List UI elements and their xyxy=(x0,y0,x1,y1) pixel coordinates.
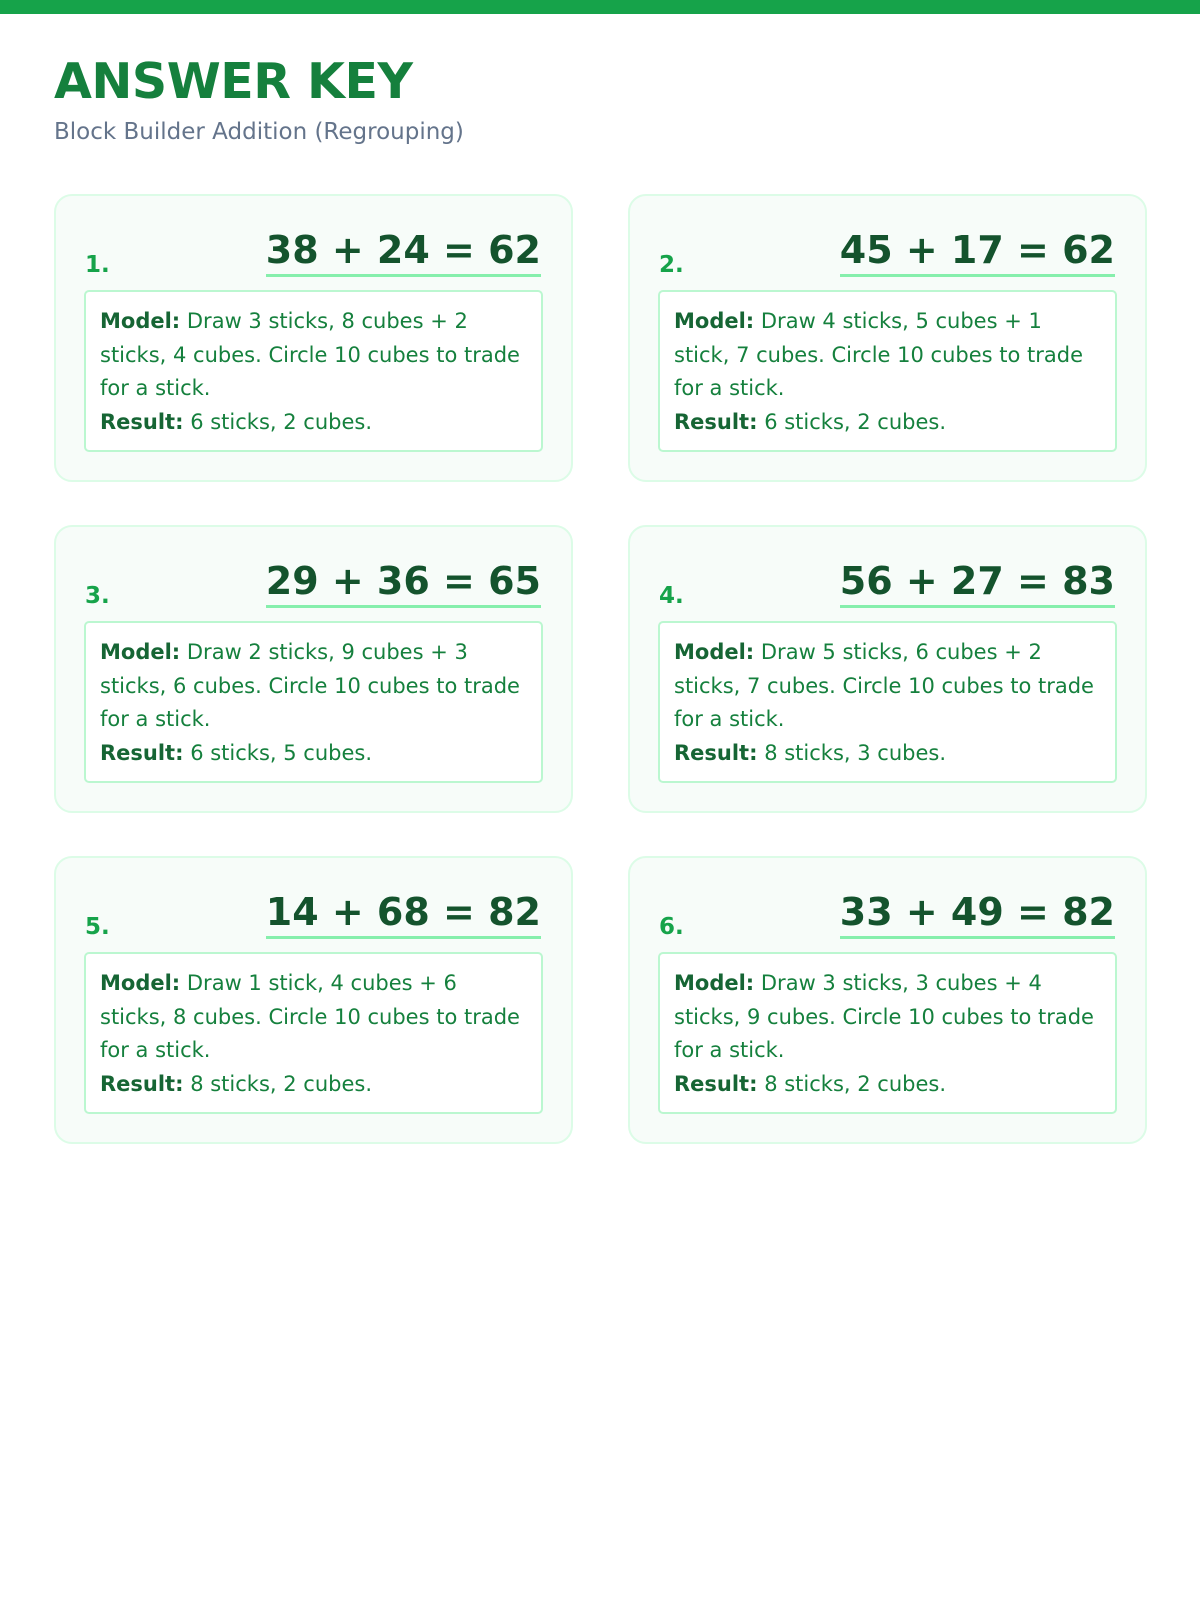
answer-box xyxy=(658,290,1117,452)
model-text: Draw 3 sticks, 8 cubes + 2 sticks, 4 cubes. Circle 10 cubes to trade for a stick. xyxy=(100,309,520,400)
problem-card-1 xyxy=(54,194,573,482)
result-label: Result: xyxy=(674,1071,758,1096)
problem-header xyxy=(84,224,543,284)
problem-equation: 29 + 36 = 65 xyxy=(266,559,541,608)
top-accent-bar xyxy=(0,0,1200,14)
result-label: Result: xyxy=(674,409,758,434)
model-label: Model: xyxy=(100,640,181,664)
answer-box xyxy=(84,290,543,452)
problem-equation: 14 + 68 = 82 xyxy=(266,890,541,939)
problem-card-4 xyxy=(628,525,1147,813)
page-title: ANSWER KEY xyxy=(54,53,413,110)
answer-box xyxy=(84,952,543,1114)
model-label: Model: xyxy=(100,309,181,333)
model-label: Model: xyxy=(674,971,755,995)
model-text: Draw 4 sticks, 5 cubes + 1 stick, 7 cubes. Circle 10 cubes to trade for a stick. xyxy=(674,309,1084,400)
problem-number: 1. xyxy=(85,252,110,278)
problem-equation: 45 + 17 = 62 xyxy=(840,228,1115,277)
problem-header xyxy=(658,886,1117,946)
problem-grid xyxy=(54,194,1147,1144)
result-text: 8 sticks, 2 cubes. xyxy=(190,1071,372,1096)
model-label: Model: xyxy=(674,309,755,333)
problem-number: 2. xyxy=(659,252,684,278)
result-label: Result: xyxy=(100,1071,184,1096)
result-text: 6 sticks, 2 cubes. xyxy=(764,409,946,434)
result-text: 8 sticks, 2 cubes. xyxy=(764,1071,946,1096)
result-label: Result: xyxy=(100,409,184,434)
problem-header xyxy=(84,886,543,946)
problem-card-5 xyxy=(54,856,573,1144)
problem-header xyxy=(84,555,543,615)
result-label: Result: xyxy=(674,740,758,765)
answer-box xyxy=(84,621,543,783)
answer-box xyxy=(658,621,1117,783)
problem-number: 5. xyxy=(85,914,110,940)
problem-equation: 33 + 49 = 82 xyxy=(840,890,1115,939)
problem-equation: 56 + 27 = 83 xyxy=(840,559,1115,608)
problem-header xyxy=(658,555,1117,615)
problem-number: 6. xyxy=(659,914,684,940)
problem-number: 4. xyxy=(659,583,684,609)
model-text: Draw 1 stick, 4 cubes + 6 sticks, 8 cubes. Circle 10 cubes to trade for a stick. xyxy=(100,971,520,1062)
header xyxy=(54,52,464,146)
model-text: Draw 3 sticks, 3 cubes + 4 sticks, 9 cubes. Circle 10 cubes to trade for a stick. xyxy=(674,971,1094,1062)
result-text: 6 sticks, 2 cubes. xyxy=(190,409,372,434)
problem-card-2 xyxy=(628,194,1147,482)
result-text: 6 sticks, 5 cubes. xyxy=(190,740,372,765)
result-label: Result: xyxy=(100,740,184,765)
answer-box xyxy=(658,952,1117,1114)
problem-number: 3. xyxy=(85,583,110,609)
model-label: Model: xyxy=(100,971,181,995)
problem-card-3 xyxy=(54,525,573,813)
model-text: Draw 2 sticks, 9 cubes + 3 sticks, 6 cubes. Circle 10 cubes to trade for a stick. xyxy=(100,640,520,731)
model-label: Model: xyxy=(674,640,755,664)
problem-equation: 38 + 24 = 62 xyxy=(266,228,541,277)
problem-card-6 xyxy=(628,856,1147,1144)
problem-header xyxy=(658,224,1117,284)
model-text: Draw 5 sticks, 6 cubes + 2 sticks, 7 cubes. Circle 10 cubes to trade for a stick. xyxy=(674,640,1094,731)
page-subtitle: Block Builder Addition (Regrouping) xyxy=(54,119,464,145)
result-text: 8 sticks, 3 cubes. xyxy=(764,740,946,765)
